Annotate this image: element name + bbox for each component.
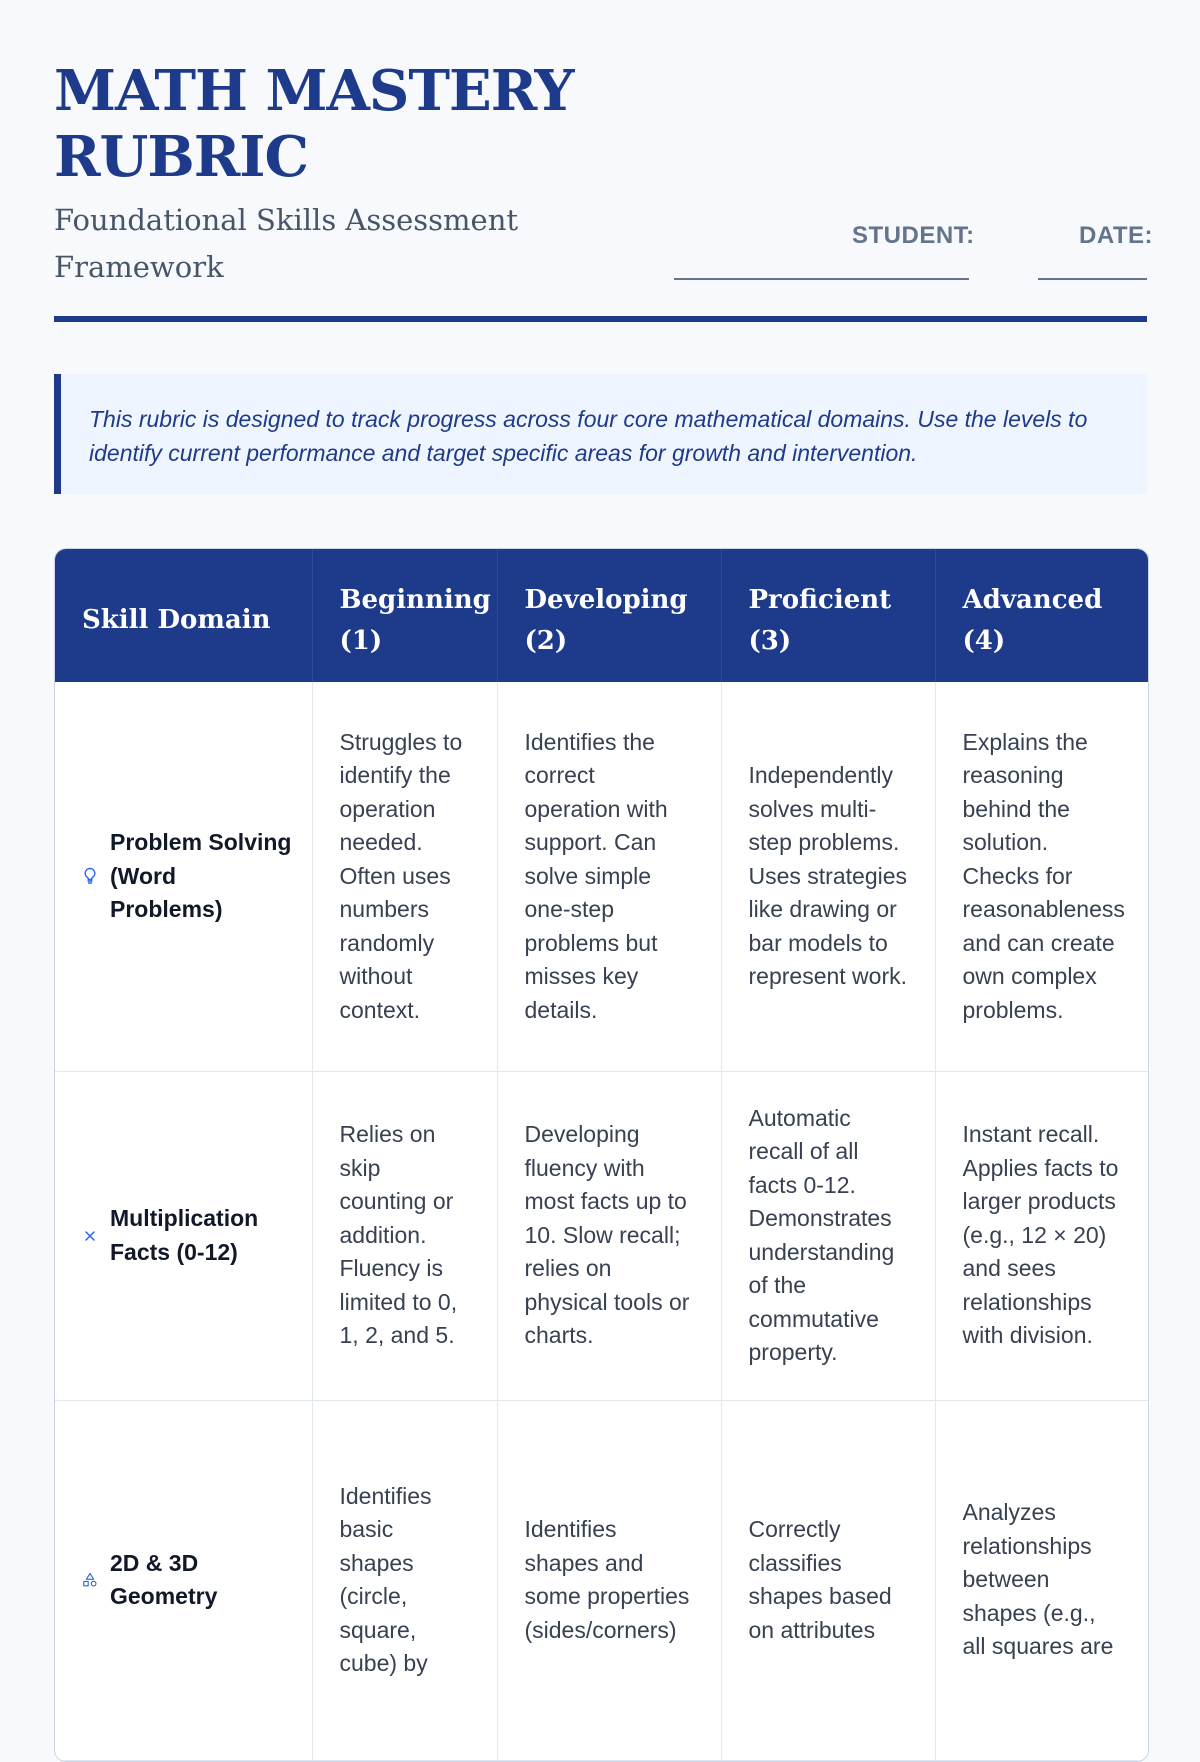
advanced-description: Instant recall. Applies facts to larger products (e.g., 12 × 20) and sees relationships with division. <box>935 1071 1148 1400</box>
page-title: MATH MASTERY RUBRIC <box>54 58 574 190</box>
column-header-advanced: Advanced (4) <box>935 549 1148 682</box>
rubric-table-wrapper <box>54 548 1149 1762</box>
skill-domain <box>82 1202 292 1269</box>
table-row <box>55 1071 1148 1400</box>
column-header-beginning: Beginning (1) <box>312 549 497 682</box>
page-subtitle: Foundational Skills Assessment Framework <box>54 203 519 284</box>
column-header-proficient: Proficient (3) <box>721 549 935 682</box>
advanced-description: Explains the reasoning behind the solution. Checks for reasonableness and can create own complex problems. <box>935 682 1148 1071</box>
lightbulb-icon <box>82 866 98 886</box>
skill-domain-name: Problem Solving (Word Problems) <box>110 829 292 922</box>
column-header-developing: Developing (2) <box>497 549 721 682</box>
rubric-header <box>55 549 1148 682</box>
skill-domain-cell <box>55 682 312 1071</box>
page-header <box>54 0 1154 322</box>
developing-description: Developing fluency with most facts up to 10. Slow recall; relies on physical tools or charts. <box>497 1071 721 1400</box>
proficient-description: Automatic recall of all facts 0-12. Demonstrates understanding of the commutative property. <box>721 1071 935 1400</box>
date-label: DATE: <box>1079 222 1154 249</box>
student-name-field[interactable] <box>674 278 969 280</box>
proficient-description: Independently solves multi-step problems. Uses strategies like drawing or bar models to represent work. <box>721 682 935 1071</box>
proficient-description: Correctly classifies shapes based on attributes <box>721 1400 935 1760</box>
skill-domain <box>82 826 292 927</box>
column-header-skill-domain: Skill Domain <box>55 549 312 682</box>
developing-description: Identifies the correct operation with support. Can solve simple one-step problems but misses key details. <box>497 682 721 1071</box>
developing-description: Identifies shapes and some properties (sides/corners) <box>497 1400 721 1760</box>
student-label: STUDENT: <box>852 222 975 249</box>
table-row <box>55 682 1148 1071</box>
date-field[interactable] <box>1038 278 1147 280</box>
advanced-description: Analyzes relationships between shapes (e.g., all squares are <box>935 1400 1148 1760</box>
beginning-description: Identifies basic shapes (circle, square, cube) by <box>312 1400 497 1760</box>
rubric-page <box>54 0 1154 1676</box>
skill-domain-name: 2D & 3D Geometry <box>110 1549 218 1609</box>
skill-domain-cell <box>55 1400 312 1760</box>
skill-domain-name: Multiplication Facts (0-12) <box>110 1205 259 1265</box>
multiplication-icon <box>82 1226 98 1246</box>
beginning-description: Relies on skip counting or addition. Fluency is limited to 0, 1, 2, and 5. <box>312 1071 497 1400</box>
skill-domain <box>82 1547 292 1614</box>
intro-note: This rubric is designed to track progress across four core mathematical domains. Use the levels to identify current performance and target specific areas for growth and intervention. <box>54 374 1147 494</box>
rubric-body <box>55 682 1148 1760</box>
skill-domain-cell <box>55 1071 312 1400</box>
beginning-description: Struggles to identify the operation needed. Often uses numbers randomly without context. <box>312 682 497 1071</box>
shapes-icon <box>82 1570 98 1590</box>
rubric-header-row <box>55 549 1148 682</box>
table-row <box>55 1400 1148 1760</box>
rubric-table <box>55 549 1148 1761</box>
